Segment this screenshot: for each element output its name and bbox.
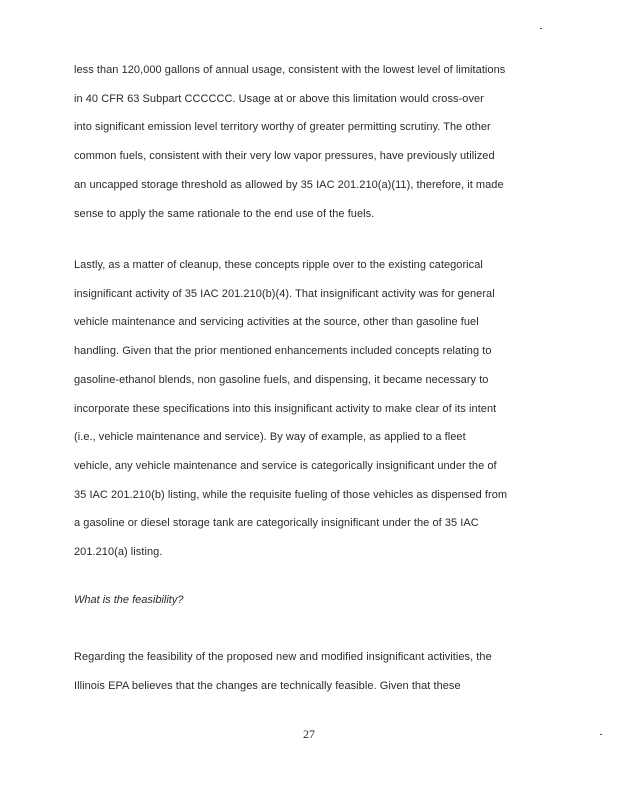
text-line: Illinois EPA believes that the changes are technically feasible. Given that these bbox=[74, 679, 461, 692]
text-line: vehicle, any vehicle maintenance and service is categorically insignificant under the of bbox=[74, 459, 497, 472]
paragraph-usage-threshold bbox=[74, 56, 554, 228]
paragraph-feasibility bbox=[74, 643, 554, 700]
text-line: vehicle maintenance and servicing activities at the source, other than gasoline fuel bbox=[74, 316, 479, 329]
text-line: sense to apply the same rationale to the end use of the fuels. bbox=[74, 207, 375, 220]
text-line: Regarding the feasibility of the proposed new and modified insignificant activities, the bbox=[74, 651, 492, 663]
text-line: into significant emission level territory worthy of greater permitting scrutiny. The other bbox=[74, 121, 491, 134]
text-line: in 40 CFR 63 Subpart CCCCCC. Usage at or above this limitation would cross-over bbox=[74, 92, 484, 105]
text-line: incorporate these specifications into this insignificant activity to make clear of its intent bbox=[74, 402, 497, 415]
text-line: 201.210(a) listing. bbox=[74, 546, 163, 559]
page-number: 27 bbox=[303, 727, 315, 741]
text-line: common fuels, consistent with their very low vapor pressures, have previously utilized bbox=[74, 150, 495, 163]
text-line: an uncapped storage threshold as allowed by 35 IAC 201.210(a)(11), therefore, it made bbox=[74, 178, 504, 191]
text-line: 35 IAC 201.210(b) listing, while the requisite fueling of those vehicles as dispensed from bbox=[74, 488, 508, 501]
text-line: gasoline-ethanol blends, non gasoline fuels, and dispensing, it became necessary to bbox=[74, 373, 489, 386]
scan-speck bbox=[540, 28, 542, 29]
text-line: (i.e., vehicle maintenance and service). By way of example, as applied to a fleet bbox=[74, 431, 466, 444]
text-line: Lastly, as a matter of cleanup, these concepts ripple over to the existing categorical bbox=[74, 259, 483, 271]
text-line: handling. Given that the prior mentioned enhancements included concepts relating to bbox=[74, 345, 492, 358]
text-line: insignificant activity of 35 IAC 201.210(b)(4). That insignificant activity was for general bbox=[74, 287, 495, 300]
scan-speck bbox=[600, 734, 602, 735]
section-heading: What is the feasibility? bbox=[74, 594, 184, 606]
paragraph-cleanup bbox=[74, 251, 554, 567]
text-line: less than 120,000 gallons of annual usage, consistent with the lowest level of limitations bbox=[74, 64, 506, 76]
text-line: a gasoline or diesel storage tank are categorically insignificant under the of 35 IAC bbox=[74, 517, 479, 530]
